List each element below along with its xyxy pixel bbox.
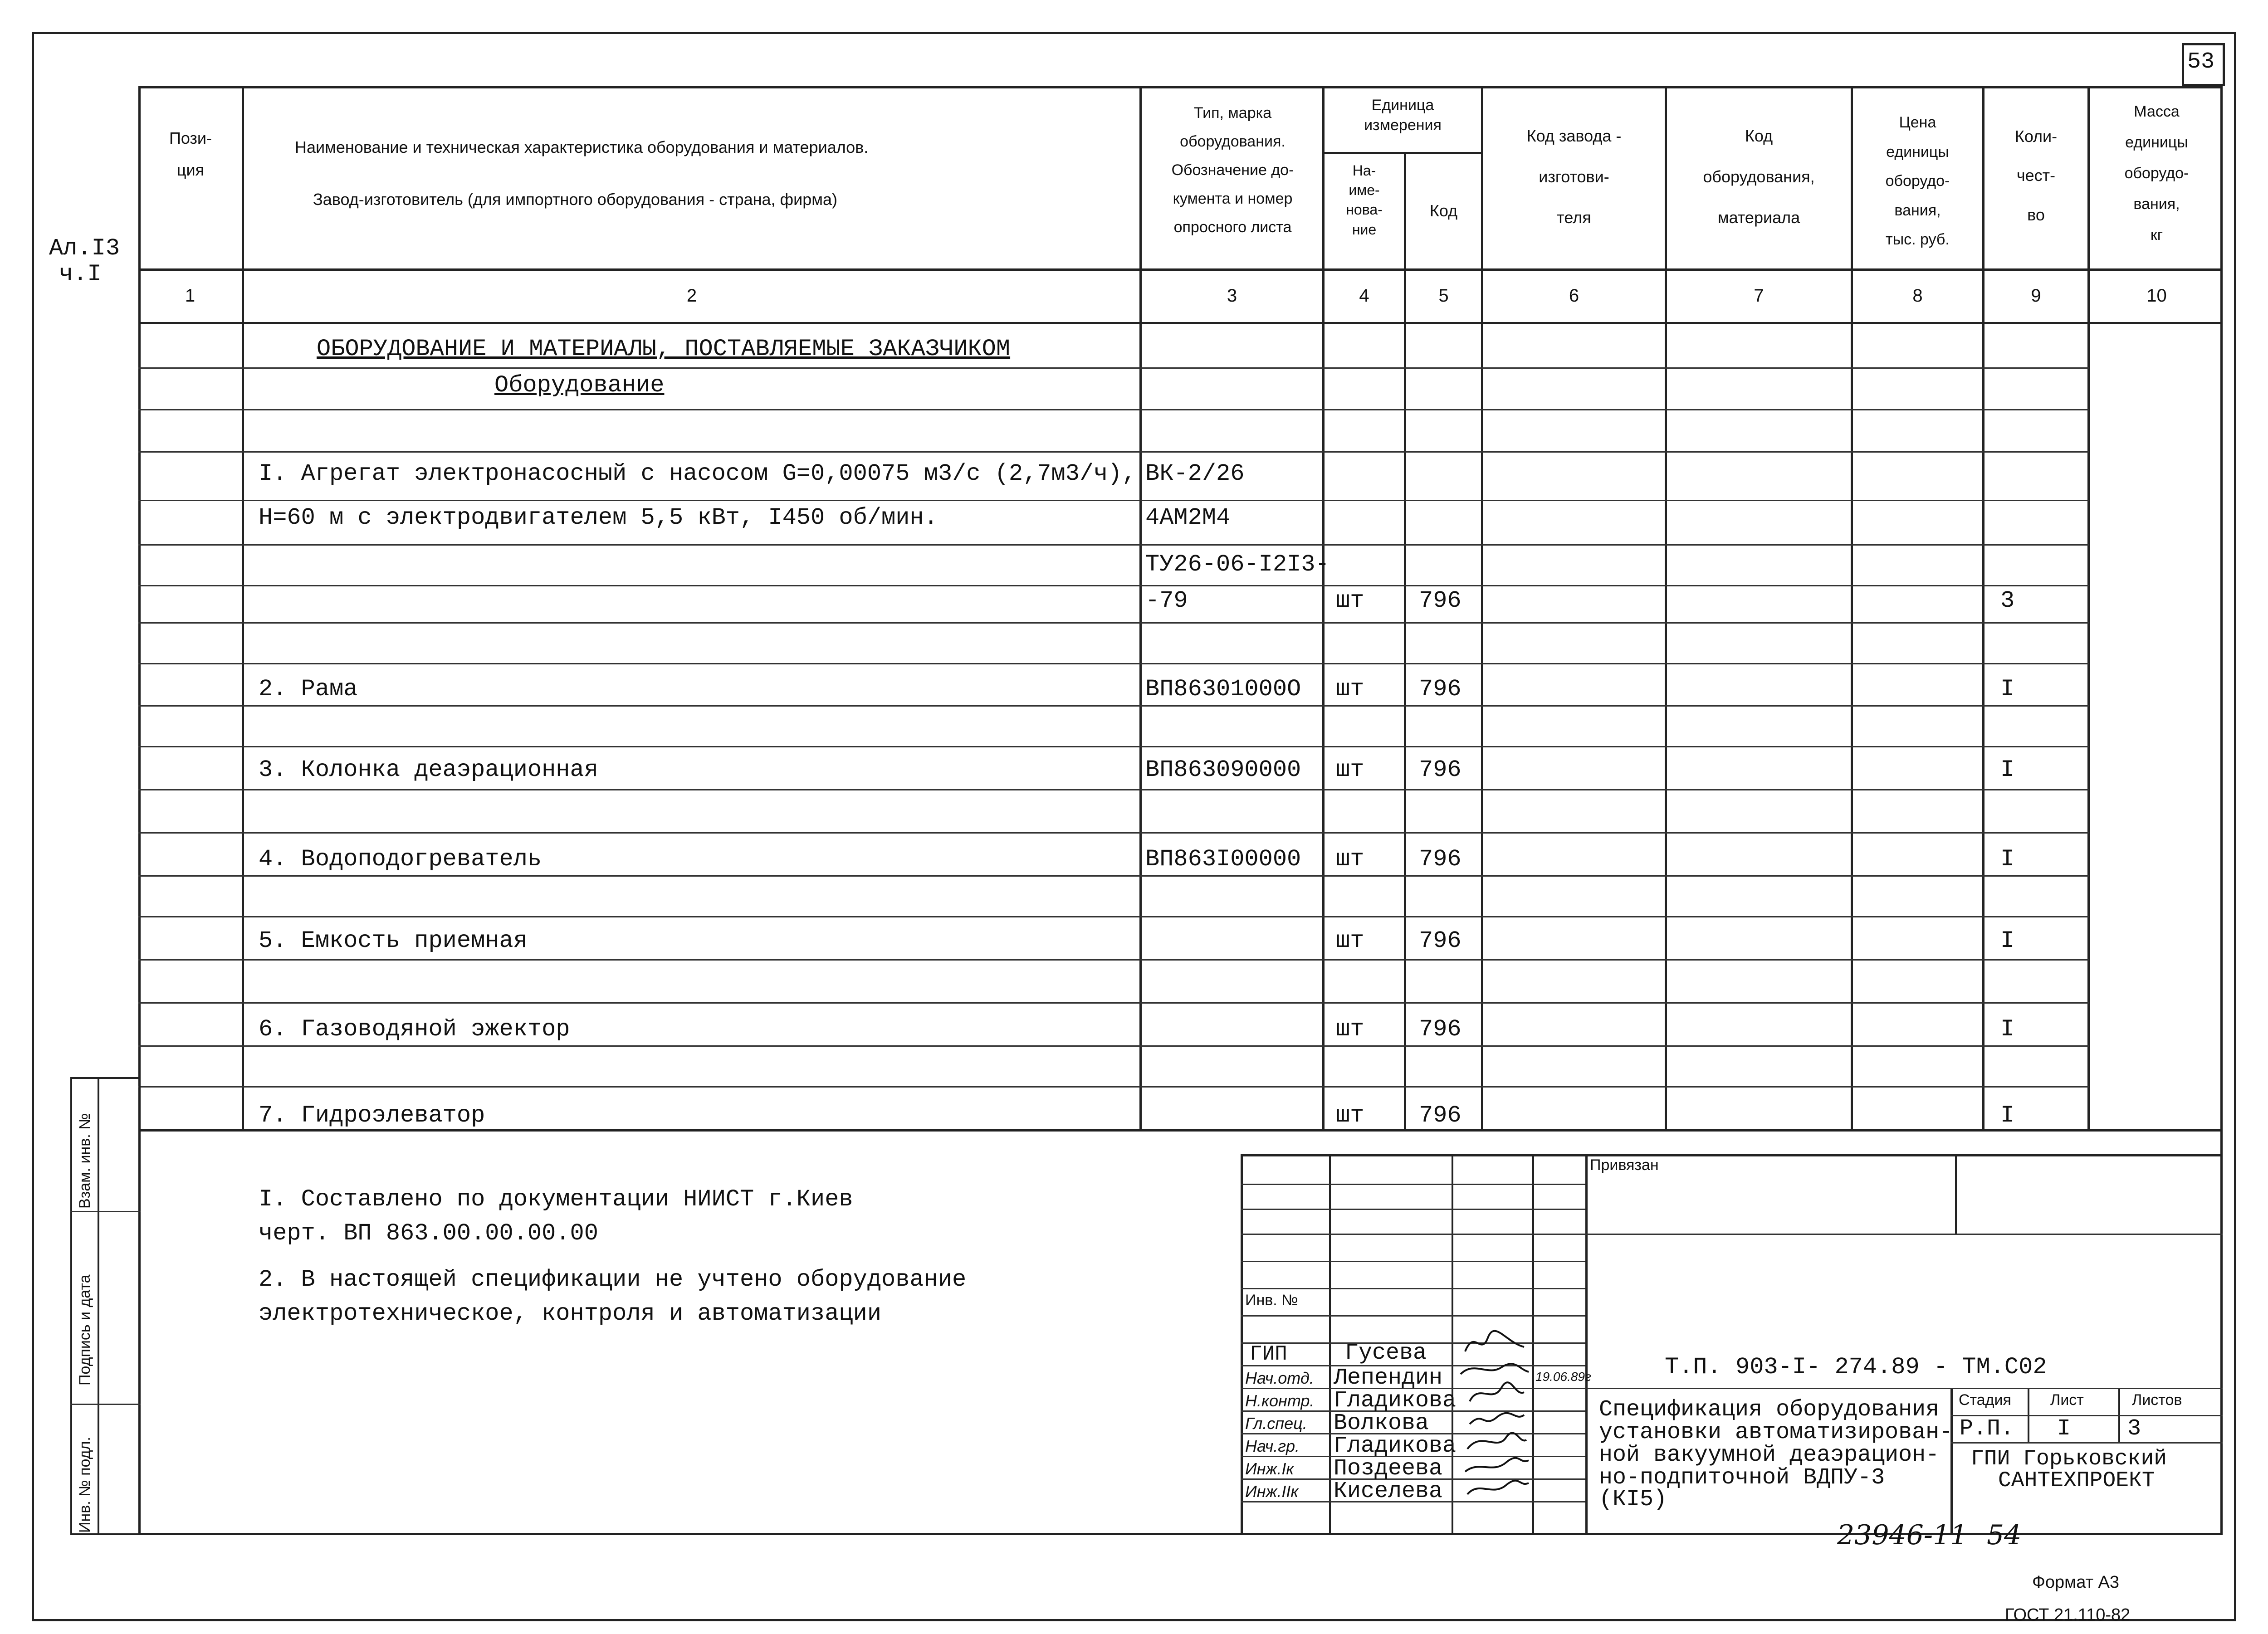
tb-name-6: Поздеева xyxy=(1334,1456,1443,1482)
row-5-code: 796 xyxy=(1419,927,1461,954)
row-line xyxy=(138,367,2089,369)
col-sep-2 xyxy=(1139,86,1142,1132)
tb-name-3: Гладикова xyxy=(1334,1388,1457,1414)
colnum-8: 8 xyxy=(1912,286,1923,306)
row-2-code: 796 xyxy=(1419,676,1461,702)
row-4-text: 4. Водоподогреватель xyxy=(259,846,542,873)
format-label: Формат А3 xyxy=(2032,1573,2120,1592)
row-line xyxy=(138,832,2089,834)
hdr-unit-code: Код xyxy=(1429,201,1458,220)
tb-name-7: Киселева xyxy=(1334,1478,1443,1504)
tb-sheets-label: Листов xyxy=(2132,1391,2182,1409)
row-1-unit: шт xyxy=(1336,587,1364,614)
colnum-4: 4 xyxy=(1359,286,1369,306)
tb-line xyxy=(1241,1288,1585,1289)
row-line xyxy=(138,789,2089,790)
hdr-name-2: Завод-изготовитель (для импортного оборудования - страна, фирма) xyxy=(313,190,838,209)
side-stamp-line xyxy=(70,1211,141,1212)
table-bottom-line xyxy=(138,1129,2223,1132)
col-sep-5 xyxy=(1481,86,1483,1132)
row-6-code: 796 xyxy=(1419,1016,1461,1043)
row-4-unit: шт xyxy=(1336,846,1364,873)
col-sep-8 xyxy=(1982,86,1984,1132)
row-line xyxy=(138,663,2089,664)
tb-line xyxy=(1241,1315,1585,1317)
row-3-code: 796 xyxy=(1419,756,1461,783)
tb-sheets: 3 xyxy=(2127,1416,2141,1442)
album-part: ч.I xyxy=(59,261,102,288)
col-sep-6 xyxy=(1665,86,1667,1132)
note-1b: черт. ВП 863.00.00.00.00 xyxy=(259,1220,598,1247)
tb-sep xyxy=(1329,1154,1331,1535)
row-2-text: 2. Рама xyxy=(259,676,358,702)
hdr-mass: Масса единицы оборудо- вания, кг xyxy=(2124,103,2189,244)
hdr-unit-name: На- име- нова- ние xyxy=(1346,162,1383,238)
tb-sign-date: 19.06.89г xyxy=(1535,1370,1591,1384)
tb-role-3: Н.контр. xyxy=(1245,1391,1315,1410)
tb-role-6: Инж.Iк xyxy=(1245,1459,1294,1478)
row-line xyxy=(138,705,2089,707)
row-7-qty: I xyxy=(2000,1102,2015,1129)
gost-label: ГОСТ 21.110-82 xyxy=(2005,1605,2131,1624)
row-line xyxy=(138,585,2089,586)
row-2-type: ВП86301000О xyxy=(1145,676,1301,702)
row-line xyxy=(138,959,2089,961)
tb-name-2: Лепендин xyxy=(1334,1365,1443,1391)
side-stamp-divider xyxy=(98,1077,99,1535)
hdr-price: Цена единицы оборудо- вания, тыс. руб. xyxy=(1885,114,1950,249)
colnum-bottom-line xyxy=(138,322,2223,324)
tb-role-2: Нач.отд. xyxy=(1245,1369,1314,1387)
album-label: Ал.I3 xyxy=(49,235,120,262)
row-line xyxy=(138,451,2089,453)
row-6-qty: I xyxy=(2000,1016,2015,1043)
side-stamp-line xyxy=(70,1404,141,1405)
header-bottom-line xyxy=(138,268,2223,271)
colnum-1: 1 xyxy=(185,286,196,306)
row-6-text: 6. Газоводяной эжектор xyxy=(259,1016,570,1043)
row-1-qty: 3 xyxy=(2000,587,2015,614)
row-3-type: ВП863090000 xyxy=(1145,756,1301,783)
tb-org-2: САНТЕХПРОЕКТ xyxy=(1998,1468,2155,1493)
tb-title-2: установки автоматизирован- xyxy=(1599,1419,1953,1445)
row-3-qty: I xyxy=(2000,756,2015,783)
unit-split-line xyxy=(1322,152,1483,154)
tb-line xyxy=(1241,1234,2223,1235)
hdr-qty: Коли- чест- во xyxy=(2014,127,2058,224)
row-line xyxy=(138,1086,2089,1088)
hdr-unit: Единица измерения xyxy=(1364,97,1442,134)
row-line xyxy=(138,500,2089,501)
row-3-text: 3. Колонка деаэрационная xyxy=(259,756,598,783)
note-1a: I. Составлено по документации НИИСТ г.Киев xyxy=(259,1186,853,1213)
row-4-code: 796 xyxy=(1419,846,1461,873)
tb-sep xyxy=(1452,1154,1453,1535)
side-stamp-orig-inv: Инв. № подл. xyxy=(76,1437,93,1533)
row-5-unit: шт xyxy=(1336,927,1364,954)
tb-doc-code: Т.П. 903-I- 274.89 - ТМ.С02 xyxy=(1665,1354,2047,1380)
row-line xyxy=(138,875,2089,877)
tb-title-4: но-подпиточной ВДПУ-3 xyxy=(1599,1465,1885,1491)
row-7-unit: шт xyxy=(1336,1102,1364,1129)
row-line xyxy=(138,746,2089,747)
signatures xyxy=(1456,1324,1533,1506)
row-2-qty: I xyxy=(2000,676,2015,702)
row-5-qty: I xyxy=(2000,927,2015,954)
subsection-title: Оборудование xyxy=(494,372,665,399)
row-line xyxy=(138,544,2089,546)
tb-name-5: Гладикова xyxy=(1334,1433,1457,1459)
row-line xyxy=(138,1045,2089,1047)
row-1b-type: 4АМ2М4 xyxy=(1145,504,1231,531)
tb-role-1: ГИП xyxy=(1250,1342,1287,1366)
tb-sep xyxy=(1950,1388,1953,1535)
row-1-type: ВК-2/26 xyxy=(1145,460,1245,487)
tb-line xyxy=(1241,1184,1585,1185)
row-7-code: 796 xyxy=(1419,1102,1461,1129)
row-2-unit: шт xyxy=(1336,676,1364,702)
row-6-unit: шт xyxy=(1336,1016,1364,1043)
hdr-name-1: Наименование и техническая характеристика оборудования и материалов. xyxy=(295,138,869,156)
colnum-3: 3 xyxy=(1227,286,1237,306)
row-1b-text: Н=60 м с электродвигателем 5,5 кВт, I450 об/мин. xyxy=(259,504,938,531)
side-stamp-replace-inv: Взам. инв. № xyxy=(76,1113,93,1209)
colnum-9: 9 xyxy=(2031,286,2041,306)
colnum-2: 2 xyxy=(686,286,697,306)
colnum-6: 6 xyxy=(1569,286,1579,306)
tb-role-4: Гл.спец. xyxy=(1245,1414,1307,1433)
sheet-number: 53 xyxy=(2187,49,2215,75)
row-1c-type: ТУ26-06-I2I3- xyxy=(1145,551,1330,578)
tb-role-5: Нач.гр. xyxy=(1245,1437,1300,1455)
note-2a: 2. В настоящей спецификации не учтено оборудование xyxy=(259,1266,967,1293)
tb-line xyxy=(1241,1209,1585,1210)
row-7-text: 7. Гидроэлеватор xyxy=(259,1102,485,1129)
row-3-unit: шт xyxy=(1336,756,1364,783)
tb-sheet-label: Лист xyxy=(2050,1391,2084,1409)
row-1d-type: -79 xyxy=(1145,587,1188,614)
colnum-5: 5 xyxy=(1438,286,1449,306)
row-4-type: ВП863I00000 xyxy=(1145,846,1301,873)
row-line xyxy=(138,1002,2089,1004)
archive-sheet: 54 xyxy=(1987,1519,2022,1551)
tb-sep xyxy=(1585,1154,1588,1535)
tb-org-1: ГПИ Горьковский xyxy=(1971,1447,2167,1471)
col-sep-3 xyxy=(1322,86,1325,1132)
hdr-factory-code: Код завода - изготови- теля xyxy=(1526,127,1622,227)
colnum-10: 10 xyxy=(2146,286,2167,306)
hdr-equip-code: Код оборудования, материала xyxy=(1703,127,1815,227)
row-1-text: I. Агрегат электронасосный с насосом G=0,00075 м3/с (2,7м3/ч), xyxy=(259,460,1136,487)
tb-name-1: Гусева xyxy=(1345,1340,1427,1366)
row-4-qty: I xyxy=(2000,846,2015,873)
hdr-type: Тип, марка оборудования. Обозначение до- кумента и номер опросного листа xyxy=(1171,104,1294,236)
row-5-text: 5. Емкость приемная xyxy=(259,927,528,954)
tb-inv-no: Инв. № xyxy=(1245,1292,1298,1309)
tb-line xyxy=(1950,1442,2223,1444)
colnum-7: 7 xyxy=(1754,286,1764,306)
tb-stage-label: Стадия xyxy=(1959,1391,2011,1409)
note-2b: электротехническое, контроля и автоматизации xyxy=(259,1300,882,1327)
archive-number: 23946-11 xyxy=(1837,1519,1968,1551)
section-title: ОБОРУДОВАНИЕ И МАТЕРИАЛЫ, ПОСТАВЛЯЕМЫЕ ЗАКАЗЧИКОМ xyxy=(317,336,1011,362)
hdr-position: Пози- ция xyxy=(169,129,212,180)
tb-role-7: Инж.IIк xyxy=(1245,1482,1299,1501)
tb-line xyxy=(1241,1261,1585,1262)
tb-privyazan: Привязан xyxy=(1590,1156,1659,1174)
tb-title-1: Спецификация оборудования xyxy=(1599,1397,1940,1423)
col-sep-1 xyxy=(242,86,244,1132)
tb-sheet: I xyxy=(2057,1416,2071,1442)
tb-sep xyxy=(1955,1154,1957,1234)
row-line xyxy=(138,409,2089,410)
row-line xyxy=(138,622,2089,624)
tb-stage: Р.П. xyxy=(1960,1416,2014,1442)
tb-title-5: (КI5) xyxy=(1599,1487,1667,1512)
row-line xyxy=(138,916,2089,917)
tb-name-4: Волкова xyxy=(1334,1410,1429,1436)
side-stamp-sign-date: Подпись и дата xyxy=(76,1274,93,1385)
row-1-code: 796 xyxy=(1419,587,1461,614)
tb-title-3: ной вакуумной деаэрацион- xyxy=(1599,1442,1940,1468)
